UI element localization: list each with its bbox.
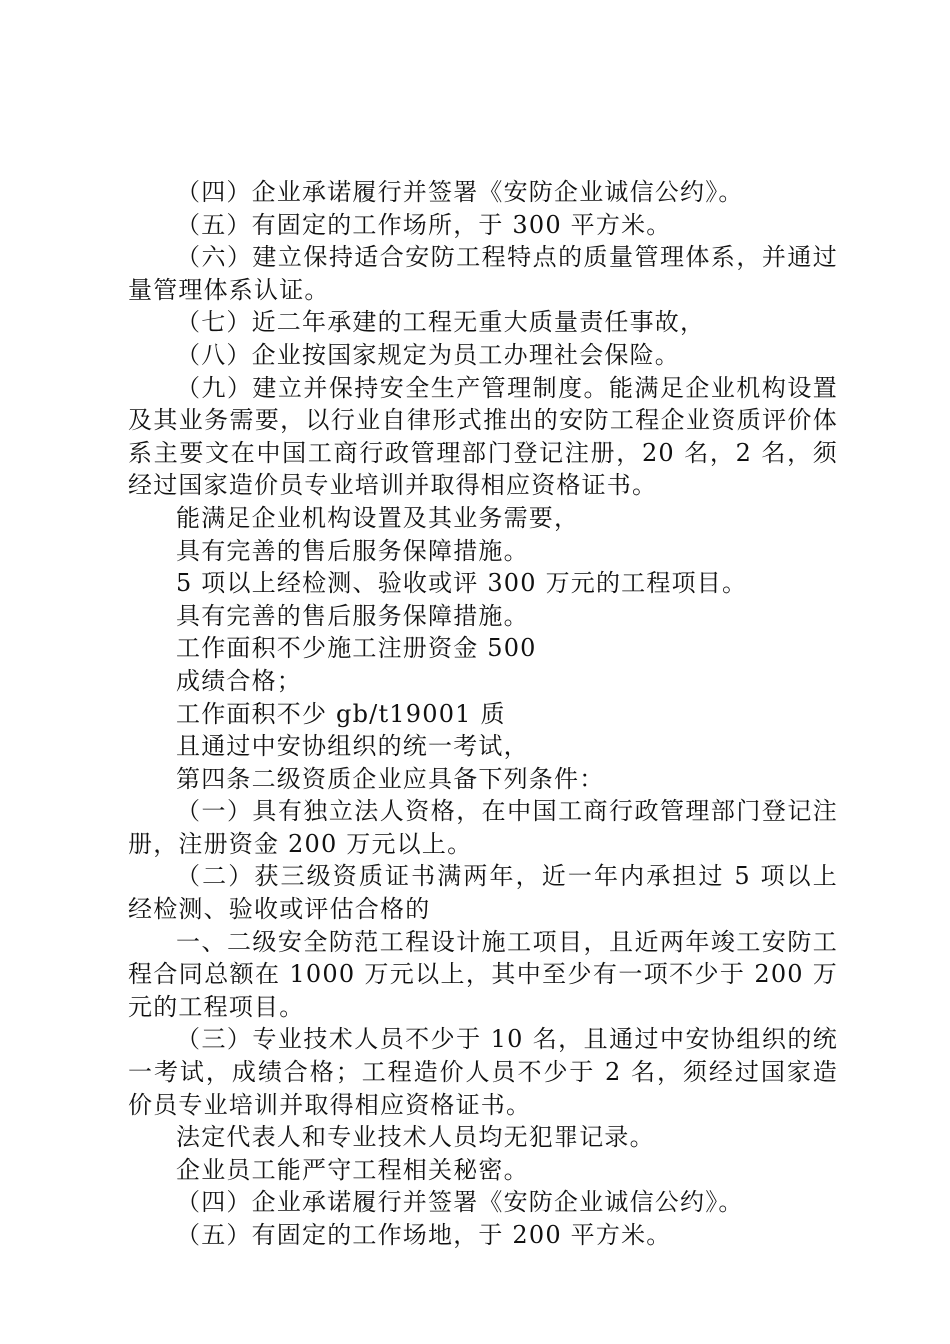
paragraph: （八）企业按国家规定为员工办理社会保险。: [176, 340, 680, 369]
paragraph: （三）专业技术人员不少于 10 名，且通过中安协组织的统一考试，成绩合格；工程造价人员不少于 2 名，须经过国家造价员专业培训并取得相应资格证书。: [128, 1025, 838, 1119]
paragraph: （六）建立保持适合安防工程特点的质量管理体系，并通过量管理体系认证。: [128, 243, 838, 304]
paragraph: 能满足企业机构设置及其业务需要，: [176, 503, 580, 532]
paragraph: （二）获三级资质证书满两年，近一年内承担过 5 项以上经检测、验收或评估合格的: [128, 862, 838, 924]
paragraph: 且通过中安协组织的统一考试，: [176, 732, 529, 761]
paragraph: 工作面积不少 gb/t19001 质: [176, 699, 506, 728]
paragraph: （一）具有独立法人资格，在中国工商行政管理部门登记注册，注册资金 200 万元以上。: [128, 797, 838, 858]
paragraph: 具有完善的售后服务保障措施。: [176, 536, 529, 565]
paragraph: （五）有固定的工作场所，于 300 平方米。: [176, 210, 672, 239]
paragraph: 工作面积不少施工注册资金 500: [176, 634, 537, 663]
paragraph: （七）近二年承建的工程无重大质量责任事故，: [176, 308, 706, 337]
paragraph: 成绩合格；: [176, 666, 302, 695]
paragraph: （四）企业承诺履行并签署《安防企业诚信公约》。: [176, 1188, 744, 1217]
paragraph: 第四条二级资质企业应具备下列条件：: [176, 764, 605, 793]
paragraph: 5 项以上经检测、验收或评 300 万元的工程项目。: [176, 569, 748, 598]
paragraph: 企业员工能严守工程相关秘密。: [176, 1155, 529, 1184]
paragraph: （四）企业承诺履行并签署《安防企业诚信公约》。: [176, 178, 744, 206]
paragraph: 具有完善的售后服务保障措施。: [176, 601, 529, 630]
paragraph: （五）有固定的工作场地，于 200 平方米。: [176, 1221, 672, 1249]
paragraph: 法定代表人和专业技术人员均无犯罪记录。: [176, 1123, 655, 1152]
paragraph: 一、二级安全防范工程设计施工项目，且近两年竣工安防工程合同总额在 1000 万元以上，其中至少有一项不少于 200 万元的工程项目。: [128, 927, 838, 1021]
paragraph: （九）建立并保持安全生产管理制度。能满足企业机构设置及其业务需要，以行业自律形式推出的安防工程企业资质评价体系主要文在中国工商行政管理部门登记注册，20 名，2 名，须经过国家造价员专业培训并取得相应资格证书。: [128, 373, 838, 500]
document-body: [128, 176, 838, 1252]
